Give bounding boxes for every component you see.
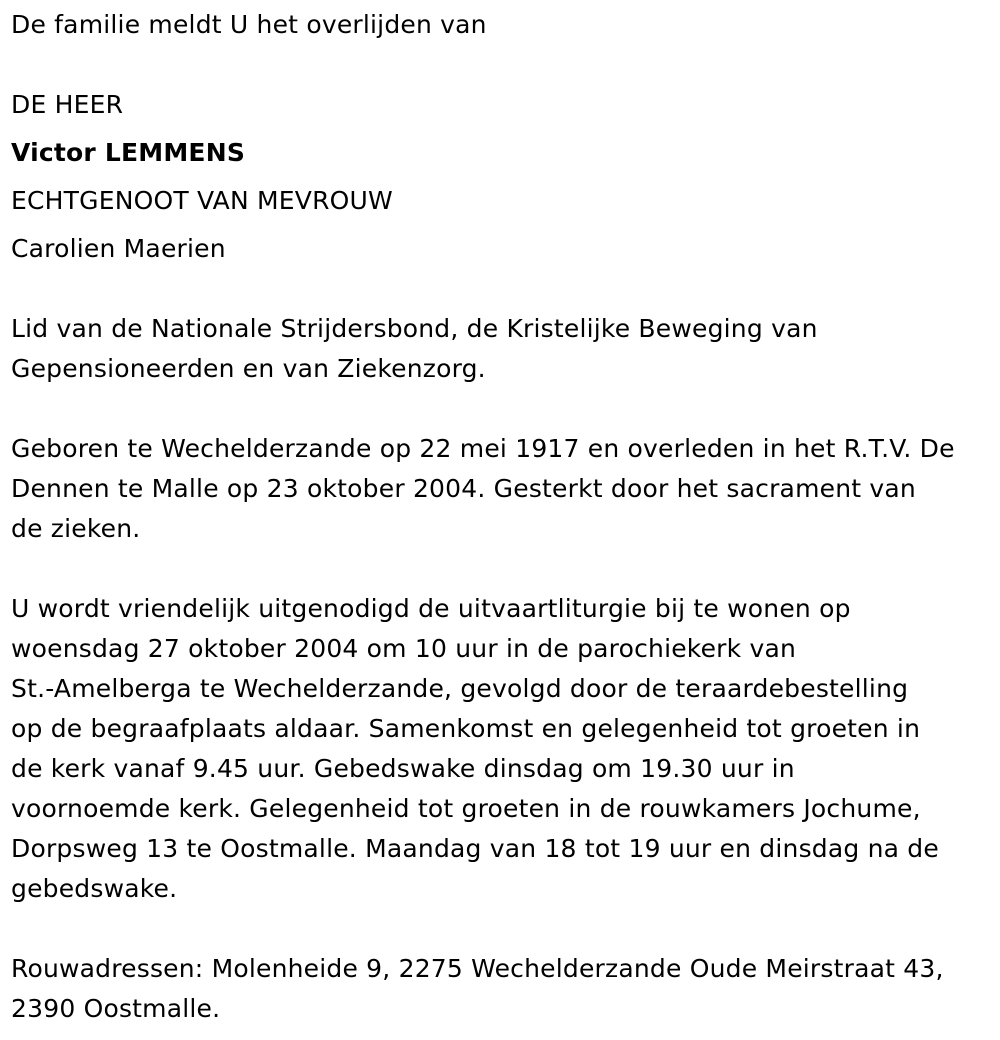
membership-paragraph: [11, 309, 986, 389]
membership-line: Gepensioneerden en van Ziekenzorg.: [11, 354, 486, 383]
funeral-line: Dorpsweg 13 te Oostmalle. Maandag van 18 tot 19 uur en dinsdag na de: [11, 834, 939, 863]
deceased-name: Victor LEMMENS: [11, 138, 246, 167]
spouse-name: Carolien Maerien: [11, 234, 226, 263]
birth-death-line: Dennen te Malle op 23 oktober 2004. Gesterkt door het sacrament van: [11, 474, 916, 503]
birth-death-line: de zieken.: [11, 514, 141, 543]
birth-death-paragraph: [11, 429, 986, 549]
address-line: 2390 Oostmalle.: [11, 994, 221, 1023]
birth-death-line: Geboren te Wechelderzande op 22 mei 1917 en overleden in het R.T.V. De: [11, 434, 955, 463]
funeral-line: de kerk vanaf 9.45 uur. Gebedswake dinsdag om 19.30 uur in: [11, 754, 795, 783]
funeral-line: gebedswake.: [11, 874, 178, 903]
funeral-line: voornoemde kerk. Gelegenheid tot groeten in de rouwkamers Jochume,: [11, 794, 921, 823]
addresses-paragraph: [11, 949, 986, 1029]
address-line: Rouwadressen: Molenheide 9, 2275 Wechelderzande Oude Meirstraat 43,: [11, 954, 944, 983]
honorific-title: DE HEER: [11, 90, 124, 119]
funeral-line: woensdag 27 oktober 2004 om 10 uur in de parochiekerk van: [11, 634, 797, 663]
funeral-line: St.-Amelberga te Wechelderzande, gevolgd door de teraardebestelling: [11, 674, 909, 703]
relation-text: ECHTGENOOT VAN MEVROUW: [11, 186, 393, 215]
funeral-line: U wordt vriendelijk uitgenodigd de uitvaartliturgie bij te wonen op: [11, 594, 851, 623]
intro-text: De familie meldt U het overlijden van: [11, 10, 487, 39]
membership-line: Lid van de Nationale Strijdersbond, de Kristelijke Beweging van: [11, 314, 818, 343]
funeral-line: op de begraafplaats aldaar. Samenkomst en gelegenheid tot groeten in: [11, 714, 921, 743]
funeral-paragraph: [11, 589, 986, 909]
